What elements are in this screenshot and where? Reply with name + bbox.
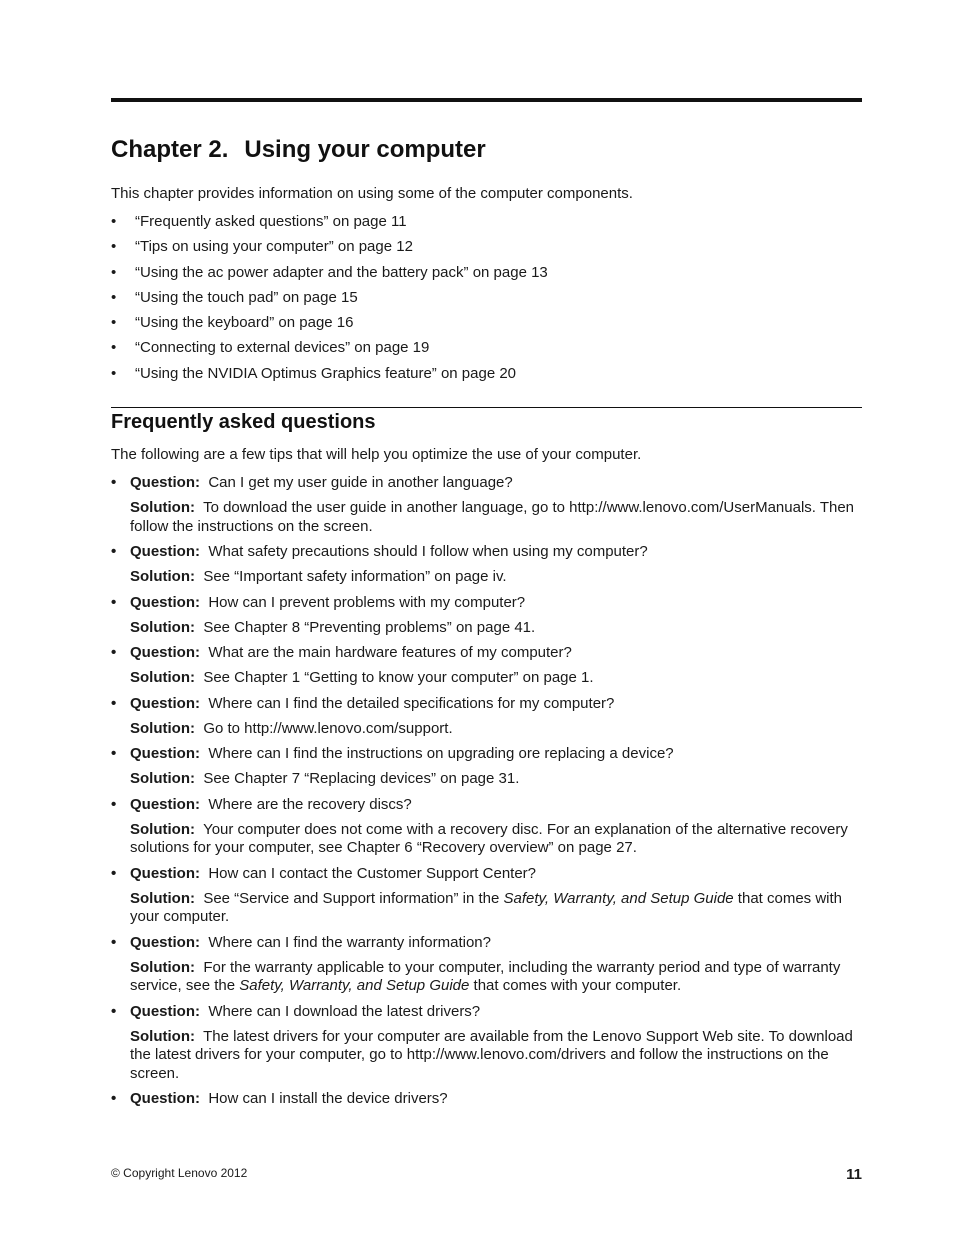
solution-label: Solution: [130, 618, 195, 636]
question-text: Where can I download the latest drivers? [208, 1002, 481, 1020]
faq-solution [111, 890, 862, 927]
solution-text: For the warranty applicable to your computer, including the warranty period and type of warranty service, see the [130, 958, 841, 994]
toc-item-text: “Using the touch pad” on page 15 [135, 288, 358, 306]
chapter-name: Using your computer [244, 136, 486, 163]
faq-list [111, 474, 862, 1115]
question-label: Question: [130, 694, 200, 712]
question-label: Question: [130, 1002, 200, 1020]
faq-question [111, 1090, 862, 1108]
guide-title: Safety, Warranty, and Setup Guide [239, 977, 470, 994]
bullet-glyph: • [111, 288, 117, 306]
chapter-title [111, 136, 486, 164]
question-text: Can I get my user guide in another language? [208, 474, 513, 491]
faq-question [111, 796, 862, 814]
bullet-glyph: • [111, 314, 117, 332]
bullet-glyph: • [111, 543, 117, 560]
question-label: Question: [130, 543, 200, 560]
solution-text: To download the user guide in another language, go to http://www.lenovo.com/UserManuals. Then follow the instructions on the screen. [130, 499, 855, 535]
toc-item [111, 264, 548, 289]
solution-text: See Chapter 1 “Getting to know your computer” on page 1. [203, 669, 594, 686]
solution-label: Solution: [130, 958, 195, 976]
bullet-glyph: • [111, 474, 117, 491]
faq-question [111, 1003, 862, 1021]
faq-question [111, 594, 862, 612]
question-text: How can I install the device drivers? [208, 1090, 448, 1107]
chapter-intro: This chapter provides information on using some of the computer components. [111, 185, 633, 202]
question-label: Question: [130, 864, 200, 882]
bullet-glyph: • [111, 593, 117, 611]
faq-question [111, 543, 862, 561]
solution-text: that comes with your computer. [130, 889, 843, 925]
question-label: Question: [130, 745, 200, 762]
solution-label: Solution: [130, 499, 195, 516]
toc-item-text: “Using the NVIDIA Optimus Graphics feature” on page 20 [135, 364, 517, 382]
bullet-glyph: • [111, 263, 117, 281]
toc-item [111, 213, 548, 238]
question-text: Where can I find the warranty information? [208, 933, 491, 951]
question-text: How can I contact the Customer Support Center? [208, 864, 537, 882]
bullet-glyph: • [111, 864, 117, 882]
toc-item-text: “Tips on using your computer” on page 12 [135, 238, 413, 256]
toc-item [111, 238, 548, 263]
solution-label: Solution: [130, 770, 195, 787]
faq-question [111, 644, 862, 662]
bullet-glyph: • [111, 1090, 117, 1107]
question-label: Question: [130, 593, 200, 611]
bullet-glyph: • [111, 1002, 117, 1020]
faq-question [111, 934, 862, 952]
toc-item [111, 289, 548, 314]
solution-text: See “Service and Support information” in the [203, 889, 504, 907]
page-number: 11 [846, 1166, 862, 1183]
question-label: Question: [130, 795, 200, 813]
bullet-glyph: • [111, 745, 117, 762]
faq-solution [111, 821, 862, 858]
toc-item [111, 314, 548, 339]
bullet-glyph: • [111, 933, 117, 951]
chapter-number: Chapter 2. [111, 136, 229, 163]
bullet-glyph: • [111, 644, 117, 661]
section-intro: The following are a few tips that will help you optimize the use of your computer. [111, 446, 642, 463]
question-text: How can I prevent problems with my computer? [208, 593, 526, 611]
solution-label: Solution: [130, 820, 195, 838]
solution-label: Solution: [130, 719, 195, 737]
top-rule [111, 98, 862, 102]
solution-label: Solution: [130, 889, 195, 907]
question-label: Question: [130, 933, 200, 951]
faq-question [111, 474, 862, 492]
question-label: Question: [130, 644, 200, 661]
faq-solution [111, 959, 862, 996]
faq-question [111, 695, 862, 713]
solution-text: that comes with your computer. [469, 977, 682, 994]
toc-item-text: “Using the keyboard” on page 16 [135, 314, 354, 332]
question-label: Question: [130, 1090, 200, 1107]
bullet-glyph: • [111, 795, 117, 813]
bullet-glyph: • [111, 364, 117, 382]
toc-item-text: “Frequently asked questions” on page 11 [135, 213, 407, 230]
solution-text: The latest drivers for your computer are available from the Lenovo Support Web site. To download the latest drivers for your computer, go to http://www.lenovo.com/drivers and follow the instructions on the screen. [130, 1027, 853, 1082]
solution-text: Go to http://www.lenovo.com/support. [203, 719, 453, 737]
question-text: Where are the recovery discs? [208, 795, 412, 813]
faq-solution [111, 720, 862, 739]
toc-item [111, 365, 548, 390]
faq-solution [111, 770, 862, 789]
bullet-glyph: • [111, 339, 117, 357]
faq-question [111, 865, 862, 883]
section-rule [111, 407, 862, 408]
faq-solution [111, 568, 862, 587]
solution-text: See Chapter 8 “Preventing problems” on page 41. [203, 618, 536, 636]
toc-item-text: “Connecting to external devices” on page 19 [135, 339, 430, 357]
faq-solution [111, 619, 862, 638]
solution-label: Solution: [130, 1027, 195, 1045]
footer-copyright: © Copyright Lenovo 2012 [111, 1166, 248, 1180]
bullet-glyph: • [111, 694, 117, 712]
toc-item [111, 339, 548, 364]
solution-text: See Chapter 7 “Replacing devices” on page 31. [203, 770, 520, 787]
faq-solution [111, 1028, 862, 1084]
bullet-glyph: • [111, 238, 117, 256]
solution-label: Solution: [130, 568, 195, 585]
question-text: Where can I find the instructions on upgrading ore replacing a device? [208, 745, 674, 762]
solution-label: Solution: [130, 669, 195, 686]
question-text: What are the main hardware features of my computer? [208, 644, 572, 661]
solution-text: Your computer does not come with a recovery disc. For an explanation of the alternative recovery solutions for your computer, see Chapter 6 “Recovery overview” on page 27. [130, 820, 848, 856]
faq-solution [111, 669, 862, 688]
chapter-toc [111, 213, 548, 390]
faq-solution [111, 499, 862, 536]
bullet-glyph: • [111, 213, 117, 230]
toc-item-text: “Using the ac power adapter and the battery pack” on page 13 [135, 263, 548, 281]
question-label: Question: [130, 474, 200, 491]
guide-title: Safety, Warranty, and Setup Guide [503, 889, 734, 907]
question-text: What safety precautions should I follow when using my computer? [208, 543, 648, 560]
question-text: Where can I find the detailed specifications for my computer? [208, 694, 615, 712]
faq-question [111, 745, 862, 763]
section-title: Frequently asked questions [111, 411, 376, 433]
solution-text: See “Important safety information” on page iv. [203, 568, 507, 585]
